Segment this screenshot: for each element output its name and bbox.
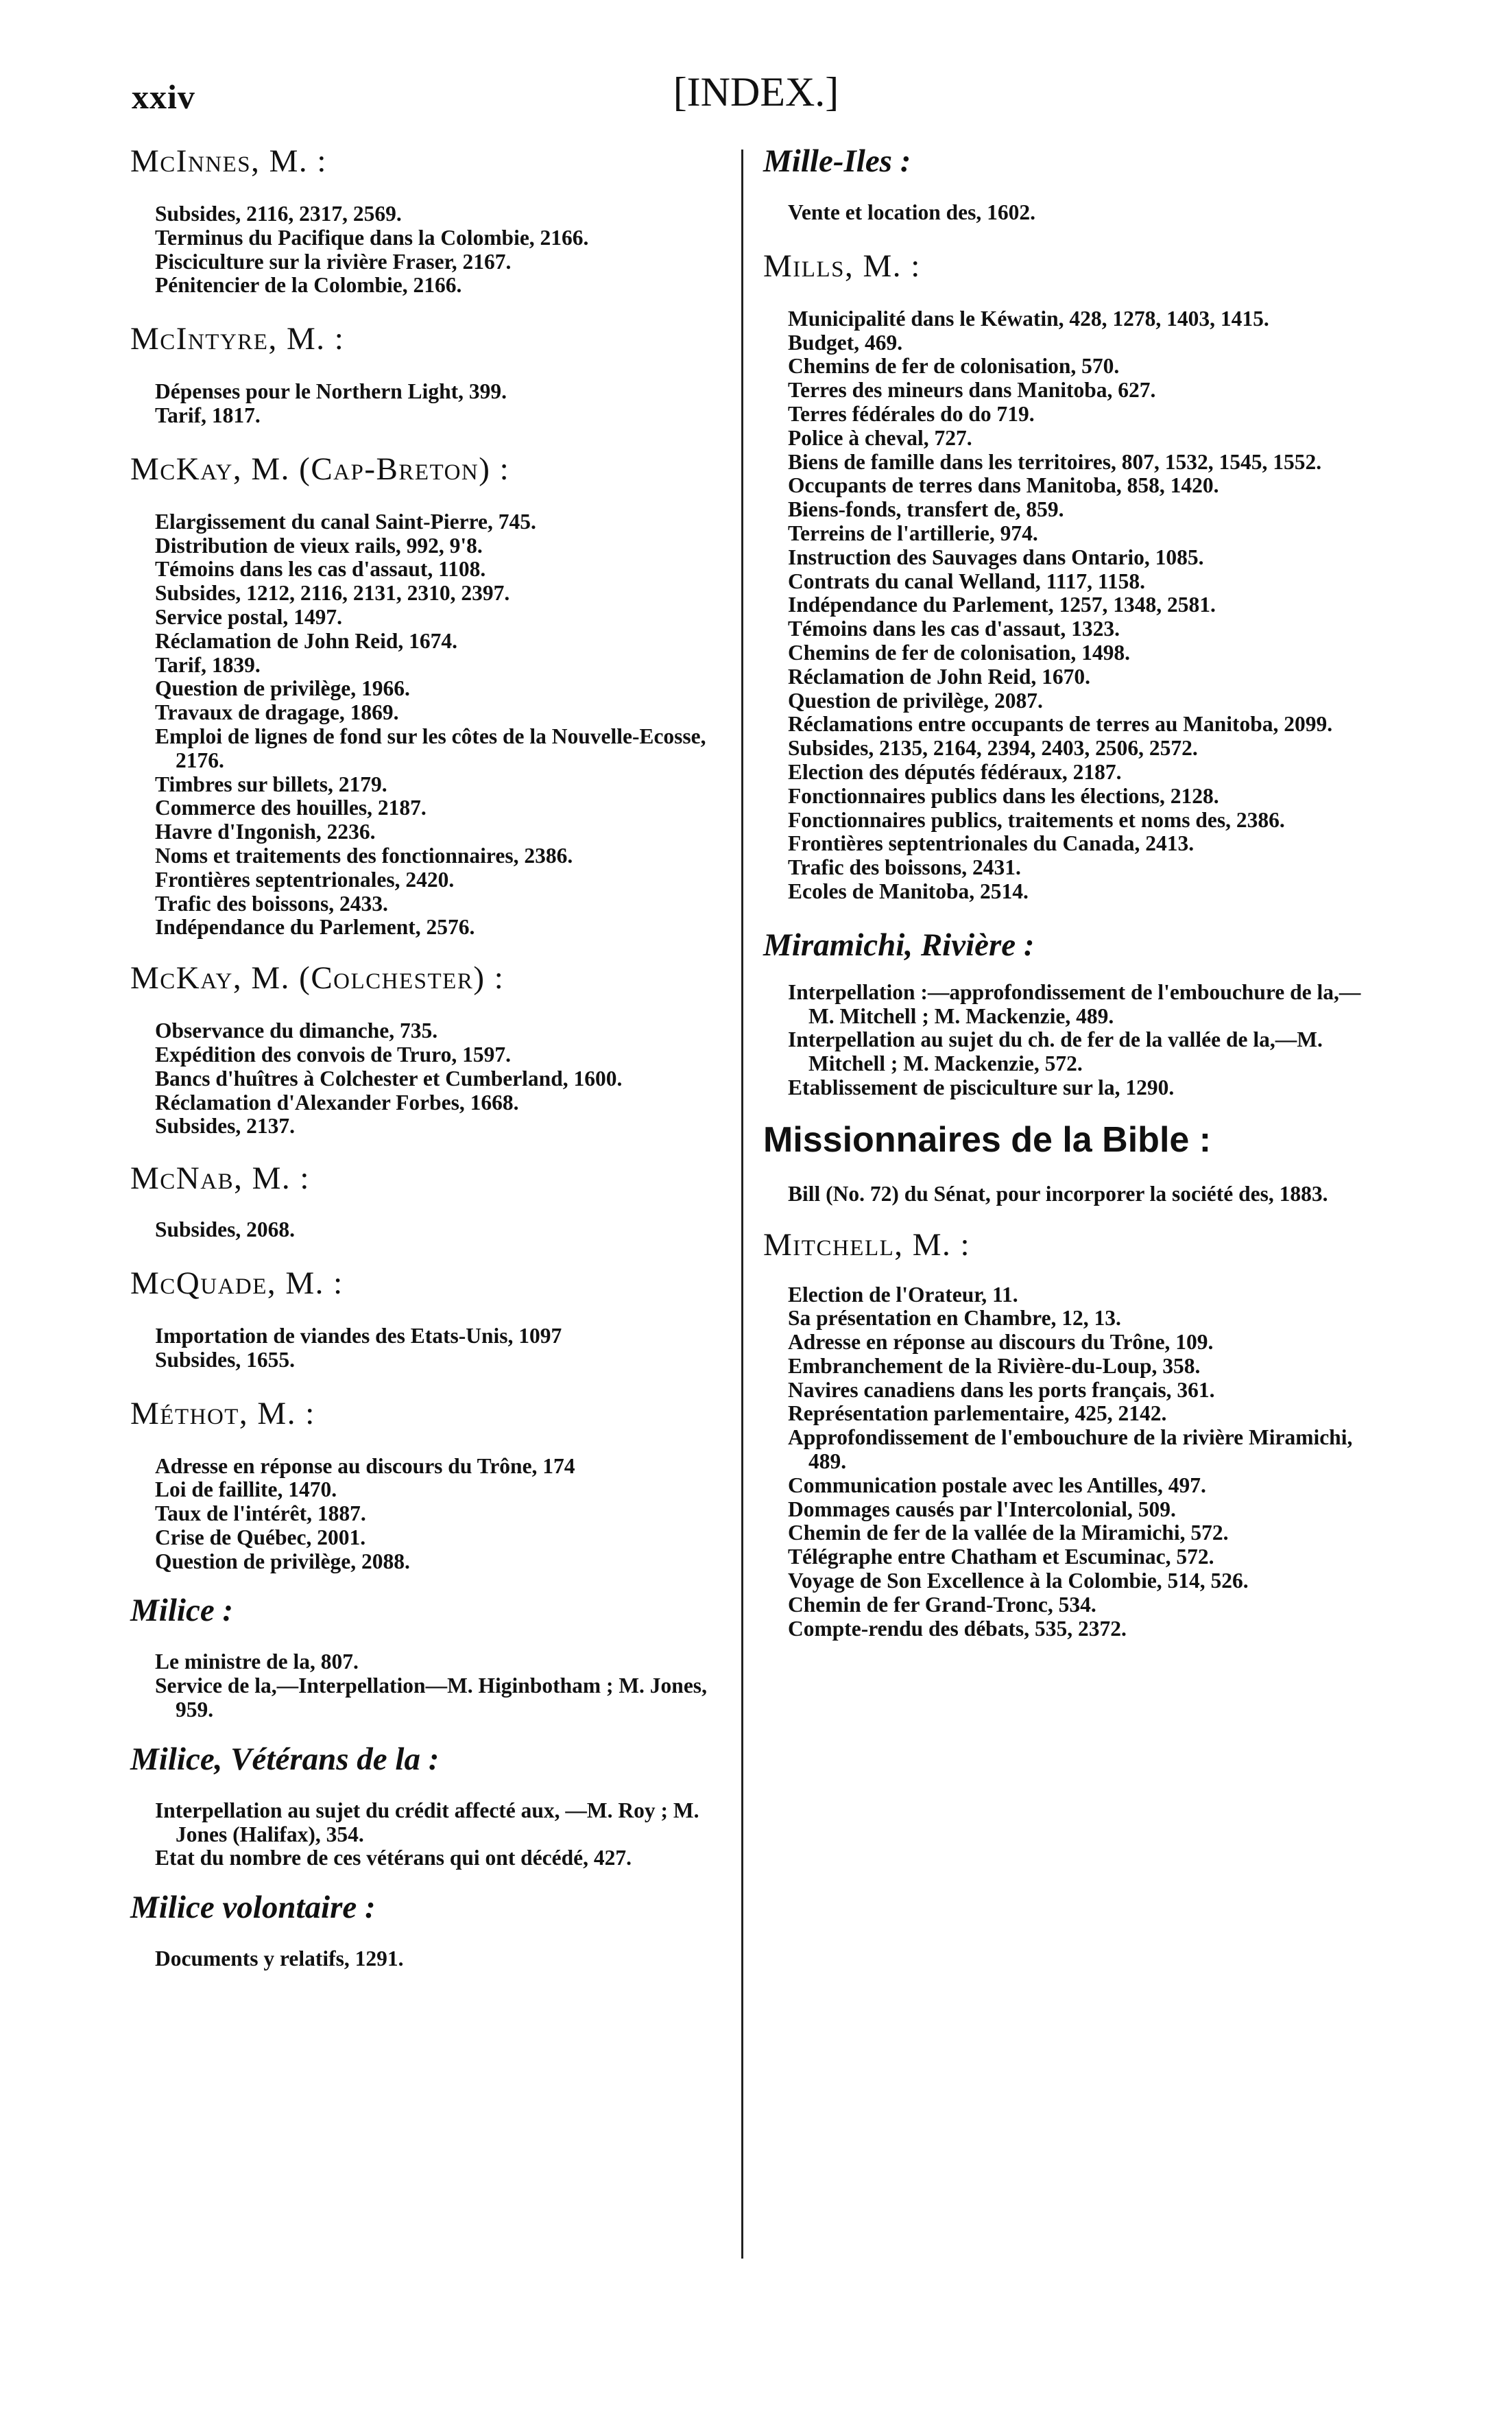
index-entry: Dommages causés par l'Intercolonial, 509.: [788, 1497, 1176, 1521]
index-entry: Tarif, 1839.: [155, 652, 261, 677]
index-entry: Navires canadiens dans les ports français, 361.: [788, 1377, 1215, 1402]
index-entry: Terreins de l'artillerie, 974.: [788, 521, 1038, 545]
index-heading: Miramichi, Rivière :: [763, 927, 1035, 963]
index-entry: Approfondissement de l'embouchure de la rivière Miramichi, 489.: [788, 1425, 1353, 1474]
index-heading: Mills, M. :: [763, 248, 921, 284]
index-heading: McNab, M. :: [130, 1160, 310, 1197]
index-entry: Loi de faillite, 1470.: [155, 1477, 337, 1502]
index-entry: Subsides, 2116, 2317, 2569.: [155, 202, 402, 226]
index-entry: Communication postale avec les Antilles, 497.: [788, 1473, 1206, 1497]
index-entry: Service postal, 1497.: [155, 604, 342, 629]
index-entry-block: [130, 449, 734, 940]
index-entry: Réclamation d'Alexander Forbes, 1668.: [155, 1090, 519, 1115]
left-column: [130, 141, 734, 1971]
index-heading: Missionnaires de la Bible :: [763, 1119, 1212, 1160]
index-heading: McKay, M. (Colchester) :: [130, 960, 505, 997]
index-entry: Fonctionnaires publics, traitements et noms des, 2386.: [788, 807, 1285, 832]
index-entry: Représentation parlementaire, 425, 2142.: [788, 1401, 1167, 1426]
index-entry: Trafic des boissons, 2431.: [788, 855, 1021, 880]
index-entry: Adresse en réponse au discours du Trône, 174: [155, 1453, 575, 1478]
index-entry-list: [763, 201, 1367, 225]
index-entry: Budget, 469.: [788, 330, 903, 355]
index-entry: Election de l'Orateur, 11.: [788, 1282, 1018, 1307]
index-entry: Elargissement du canal Saint-Pierre, 745.: [155, 509, 536, 534]
index-entry-block: [130, 1739, 734, 1870]
index-entry-list: [130, 510, 734, 940]
index-entry-list: [763, 1182, 1367, 1206]
index-entry: Timbres sur billets, 2179.: [155, 772, 387, 796]
index-entry-list: [130, 202, 734, 298]
index-entry: Observance du dimanche, 735.: [155, 1019, 438, 1043]
index-entry-block: [763, 925, 1367, 1100]
index-entry-block: [130, 1393, 734, 1574]
index-entry: Police à cheval, 727.: [788, 425, 972, 450]
index-entry: Question de privilège, 1966.: [155, 676, 410, 701]
index-heading: Milice volontaire :: [130, 1890, 376, 1926]
index-entry: Interpellation au sujet du ch. de fer de la vallée de la,—M. Mitchell ; M. Mackenzie, 572.: [788, 1027, 1323, 1076]
index-entry: Tarif, 1817.: [155, 403, 261, 427]
index-entry: Commerce des houilles, 2187.: [155, 796, 427, 820]
index-entry-list: [130, 1650, 734, 1722]
index-entry: Réclamations entre occupants de terres au Manitoba, 2099.: [788, 712, 1333, 737]
index-entry-block: [130, 1887, 734, 1971]
index-entry-block: [130, 1263, 734, 1372]
index-entry: Réclamation de John Reid, 1674.: [155, 628, 457, 653]
index-entry: Dépenses pour le Northern Light, 399.: [155, 379, 507, 404]
page-number: xxiv: [132, 78, 195, 116]
index-entry: Municipalité dans le Kéwatin, 428, 1278, 1403, 1415.: [788, 306, 1269, 331]
index-heading: McInnes, M. :: [130, 143, 327, 179]
index-entry: Adresse en réponse au discours du Trône, 109.: [788, 1330, 1214, 1355]
index-entry-list: [130, 1218, 734, 1242]
index-entry: Question de privilège, 2087.: [788, 688, 1043, 713]
index-heading: Milice :: [130, 1593, 234, 1629]
index-heading: McKay, M. (Cap-Breton) :: [130, 451, 510, 487]
index-entry-list: [130, 1455, 734, 1574]
index-entry: Travaux de dragage, 1869.: [155, 700, 399, 725]
index-entry-block: [763, 1115, 1367, 1206]
index-entry: Etat du nombre de ces vétérans qui ont décédé, 427.: [155, 1846, 632, 1870]
index-entry-list: [130, 1324, 734, 1372]
index-heading: McQuade, M. :: [130, 1265, 344, 1301]
index-entry: Chemin de fer de la vallée de la Miramichi, 572.: [788, 1521, 1229, 1545]
index-entry: Subsides, 2068.: [155, 1217, 295, 1242]
index-entry-block: [130, 1590, 734, 1722]
index-entry: Réclamation de John Reid, 1670.: [788, 664, 1090, 689]
index-entry-block: [763, 246, 1367, 904]
index-entry: Subsides, 2135, 2164, 2394, 2403, 2506, 2572.: [788, 736, 1198, 761]
index-entry: Question de privilège, 2088.: [155, 1549, 410, 1573]
index-entry: Compte-rendu des débats, 535, 2372.: [788, 1616, 1127, 1641]
index-entry: Havre d'Ingonish, 2236.: [155, 820, 376, 844]
index-entry: Biens-fonds, transfert de, 859.: [788, 497, 1064, 522]
index-entry: Indépendance du Parlement, 1257, 1348, 2581.: [788, 593, 1216, 617]
index-entry-block: [130, 957, 734, 1139]
index-entry: Subsides, 1655.: [155, 1347, 295, 1372]
index-entry: Fonctionnaires publics dans les élections, 2128.: [788, 783, 1219, 808]
index-entry: Ecoles de Manitoba, 2514.: [788, 879, 1029, 903]
index-entry: Noms et traitements des fonctionnaires, 2386.: [155, 843, 573, 868]
index-entry: Terres fédérales do do 719.: [788, 401, 1035, 426]
column-divider: [741, 150, 743, 2259]
index-entry-list: [763, 981, 1367, 1100]
index-entry-block: [130, 318, 734, 428]
index-entry: Bill (No. 72) du Sénat, pour incorporer la société des, 1883.: [788, 1181, 1328, 1206]
index-heading: Méthot, M. :: [130, 1395, 315, 1431]
index-entry: Emploi de lignes de fond sur les côtes de la Nouvelle-Ecosse, 2176.: [155, 724, 706, 772]
index-entry-list: [130, 1799, 734, 1870]
index-entry: Contrats du canal Welland, 1117, 1158.: [788, 569, 1146, 593]
index-entry: Subsides, 2137.: [155, 1114, 295, 1139]
running-head: [INDEX.]: [673, 69, 839, 115]
index-entry: Le ministre de la, 807.: [155, 1650, 359, 1674]
index-entry-block: [763, 141, 1367, 225]
index-entry-list: [763, 1283, 1367, 1641]
index-entry: Vente et location des, 1602.: [788, 200, 1036, 224]
index-entry: Taux de l'intérêt, 1887.: [155, 1501, 366, 1526]
index-entry: Trafic des boissons, 2433.: [155, 891, 388, 916]
index-entry: Témoins dans les cas d'assaut, 1108.: [155, 557, 486, 582]
index-entry: Télégraphe entre Chatham et Escuminac, 572.: [788, 1545, 1214, 1569]
index-entry: Crise de Québec, 2001.: [155, 1525, 366, 1549]
index-entry: Terminus du Pacifique dans la Colombie, 2166.: [155, 225, 589, 250]
index-entry: Frontières septentrionales du Canada, 2413.: [788, 831, 1195, 856]
index-entry: Occupants de terres dans Manitoba, 858, 1420.: [788, 473, 1219, 498]
index-entry: Distribution de vieux rails, 992, 9'8.: [155, 533, 483, 558]
index-entry: Bancs d'huîtres à Colchester et Cumberland, 1600.: [155, 1066, 623, 1091]
index-entry: Chemins de fer de colonisation, 1498.: [788, 640, 1131, 665]
index-heading: Milice, Vétérans de la :: [130, 1741, 440, 1777]
index-entry: Etablissement de pisciculture sur la, 1290.: [788, 1075, 1175, 1099]
index-entry-block: [763, 1224, 1367, 1641]
index-entry: Sa présentation en Chambre, 12, 13.: [788, 1306, 1121, 1331]
index-entry: Chemin de fer Grand-Tronc, 534.: [788, 1592, 1096, 1617]
index-entry: Voyage de Son Excellence à la Colombie, 514, 526.: [788, 1569, 1249, 1593]
index-entry: Embranchement de la Rivière-du-Loup, 358.: [788, 1353, 1201, 1378]
index-entry-block: [130, 141, 734, 298]
index-entry: Interpellation :—approfondissement de l'embouchure de la,—M. Mitchell ; M. Mackenzie, 489.: [788, 979, 1361, 1028]
index-entry: Témoins dans les cas d'assaut, 1323.: [788, 617, 1120, 641]
index-entry-list: [130, 1947, 734, 1971]
index-entry: Service de la,—Interpellation—M. Higinbotham ; M. Jones, 959.: [155, 1674, 707, 1722]
right-column: [763, 141, 1367, 1641]
index-entry: Subsides, 1212, 2116, 2131, 2310, 2397.: [155, 581, 510, 606]
index-heading: McIntyre, M. :: [130, 321, 345, 357]
index-entry-list: [763, 307, 1367, 904]
index-entry-list: [130, 1019, 734, 1139]
index-entry-block: [130, 1158, 734, 1242]
index-entry: Indépendance du Parlement, 2576.: [155, 915, 475, 940]
index-heading: Mitchell, M. :: [763, 1226, 971, 1263]
index-entry: Documents y relatifs, 1291.: [155, 1946, 404, 1971]
index-entry: Importation de viandes des Etats-Unis, 1097: [155, 1323, 562, 1348]
index-entry: Election des députés fédéraux, 2187.: [788, 759, 1122, 784]
index-entry: Interpellation au sujet du crédit affecté aux, —M. Roy ; M. Jones (Halifax), 354.: [155, 1798, 699, 1846]
index-heading: Mille-Iles :: [763, 143, 911, 179]
index-entry: Pisciculture sur la rivière Fraser, 2167.: [155, 249, 512, 274]
index-entry: Frontières septentrionales, 2420.: [155, 867, 455, 892]
index-entry: Chemins de fer de colonisation, 570.: [788, 354, 1120, 379]
index-entry: Instruction des Sauvages dans Ontario, 1085.: [788, 545, 1204, 569]
index-entry: Terres des mineurs dans Manitoba, 627.: [788, 378, 1156, 403]
index-entry-list: [130, 380, 734, 428]
index-entry: Biens de famille dans les territoires, 807, 1532, 1545, 1552.: [788, 449, 1322, 474]
index-entry: Expédition des convois de Truro, 1597.: [155, 1042, 511, 1067]
index-entry: Pénitencier de la Colombie, 2166.: [155, 273, 462, 298]
